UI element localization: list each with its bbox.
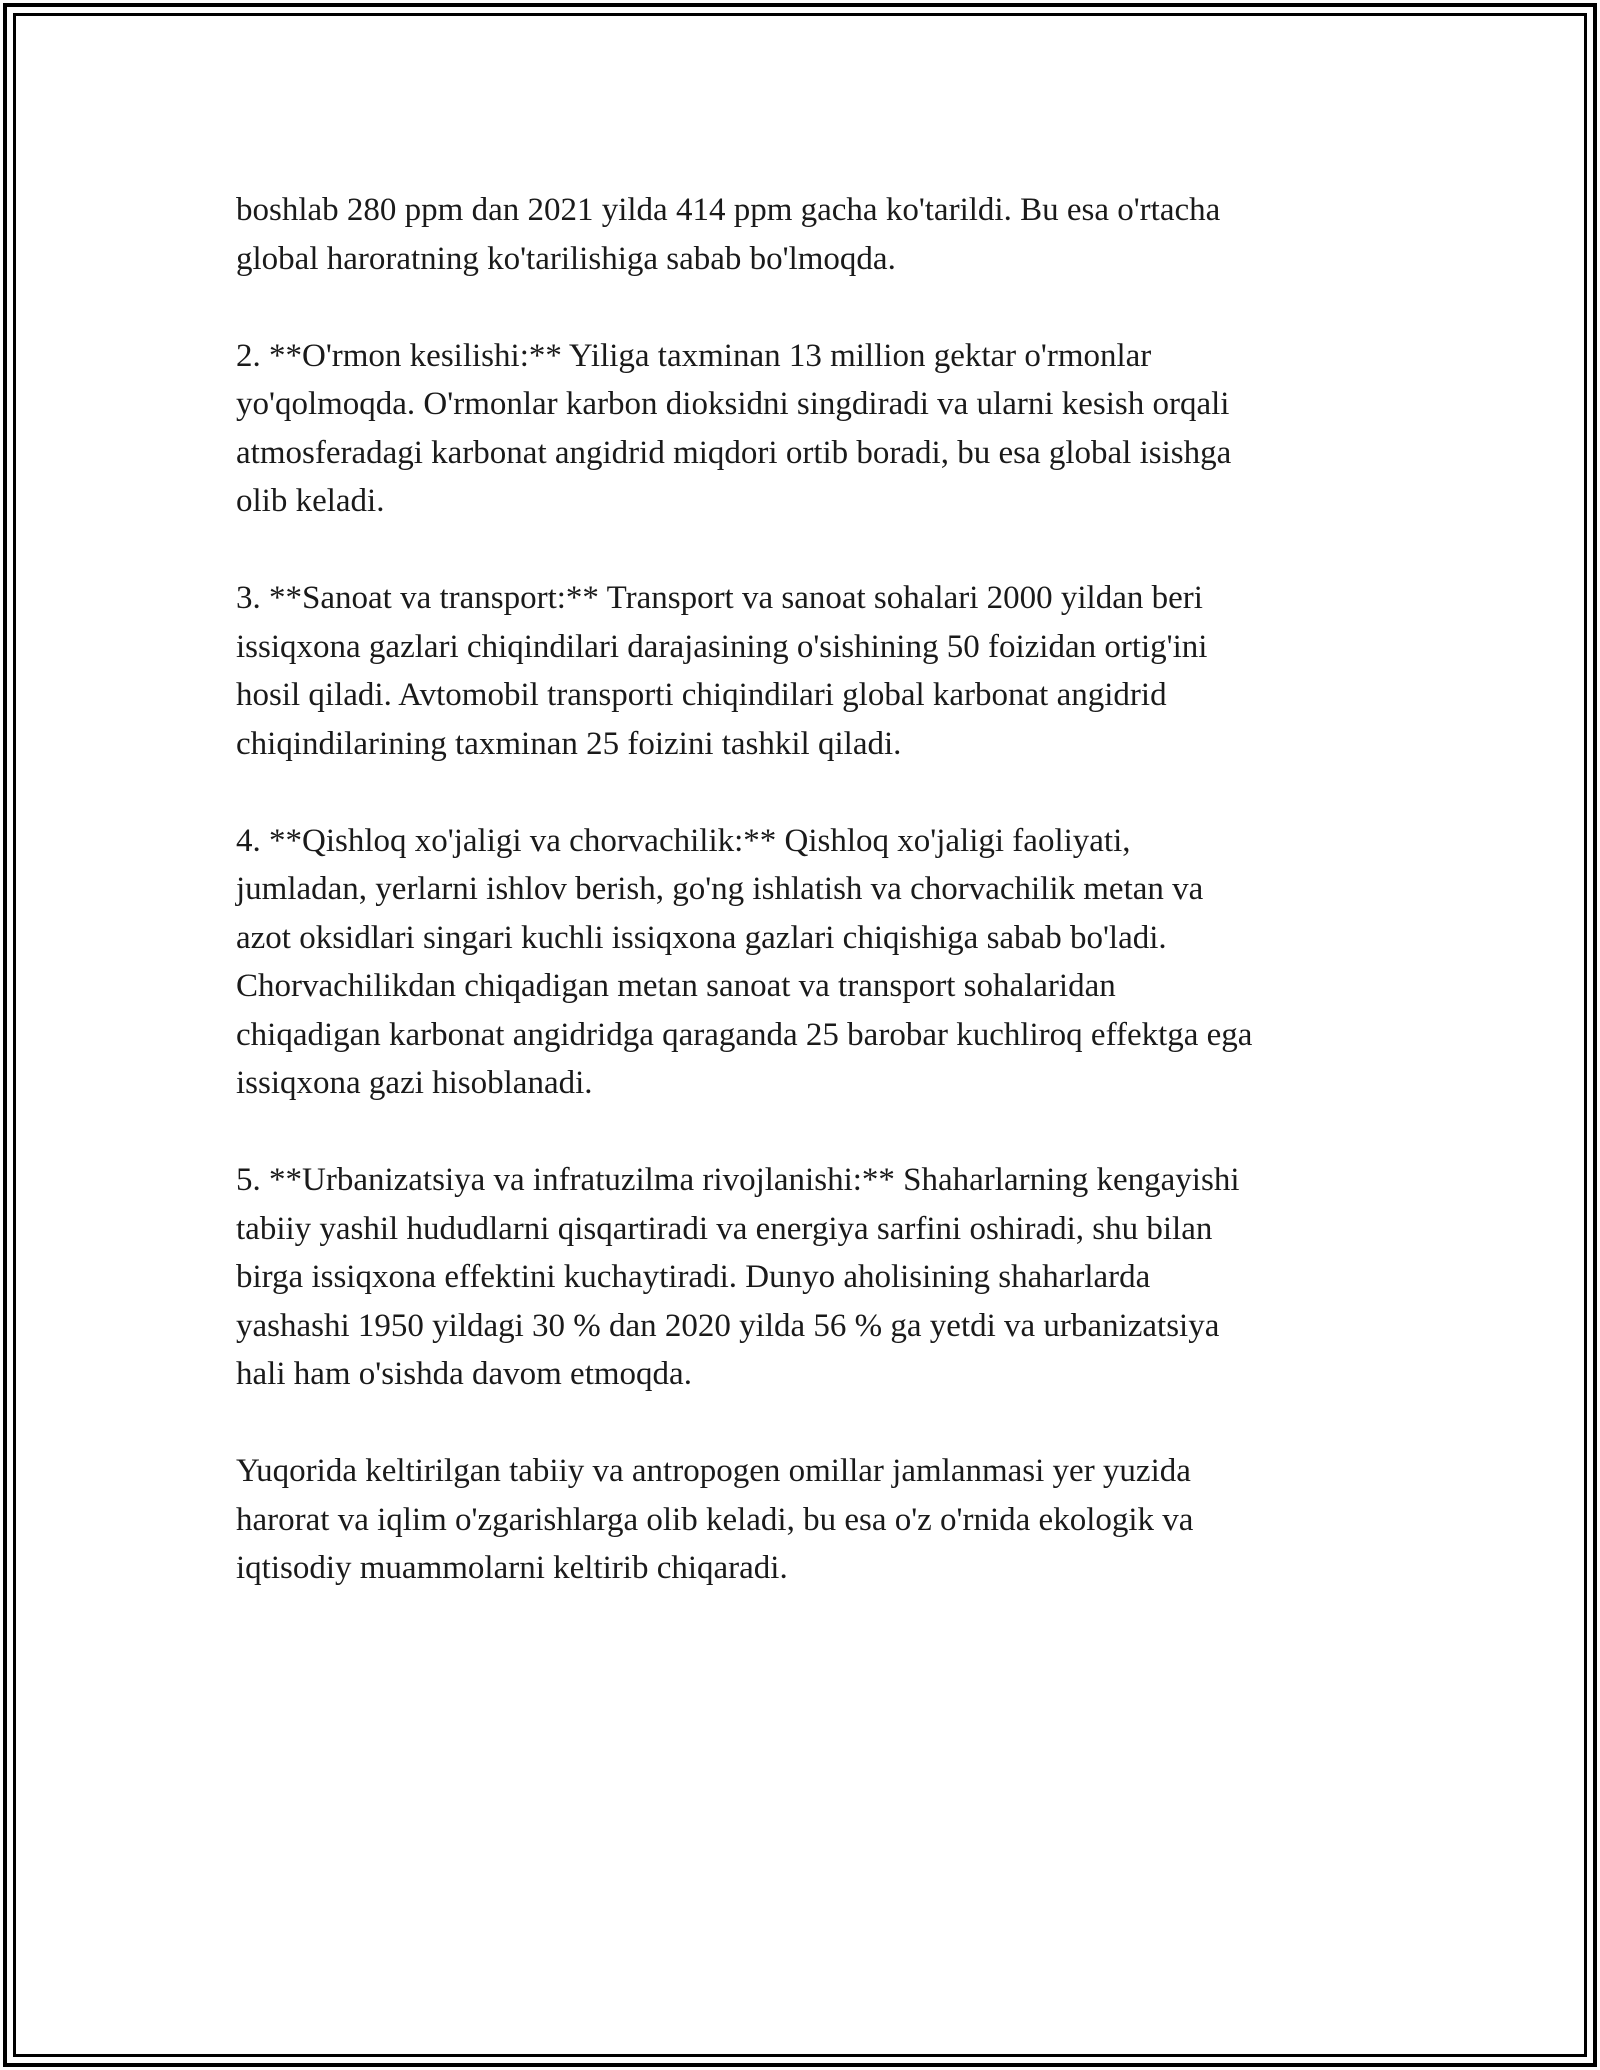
document-body — [236, 186, 1386, 1641]
text-line: chiqadigan karbonat angidridga qaraganda 25 barobar kuchliroq effektga ega — [236, 1016, 1253, 1053]
text-line: global haroratning ko'tarilishiga sabab bo'lmoqda. — [236, 240, 896, 277]
paragraph-conclusion — [236, 1447, 1386, 1593]
text-line: issiqxona gazlari chiqindilari darajasining o'sishining 50 foizidan ortig'ini — [236, 628, 1208, 665]
text-line: harorat va iqlim o'zgarishlarga olib keladi, bu esa o'z o'rnida ekologik va — [236, 1501, 1194, 1538]
text-line: azot oksidlari singari kuchli issiqxona gazlari chiqishiga sabab bo'ladi. — [236, 919, 1167, 956]
text-line: iqtisodiy muammolarni keltirib chiqaradi. — [236, 1550, 788, 1586]
text-line: 3. **Sanoat va transport:** Transport va sanoat sohalari 2000 yildan beri — [236, 580, 1203, 616]
text-line: Yuqorida keltirilgan tabiiy va antropogen omillar jamlanmasi yer yuzida — [236, 1453, 1191, 1489]
paragraph-deforestation — [236, 332, 1386, 526]
paragraph-co2-continuation — [236, 186, 1386, 283]
text-line: jumladan, yerlarni ishlov berish, go'ng ishlatish va chorvachilik metan va — [236, 871, 1204, 907]
text-line: 5. **Urbanizatsiya va infratuzilma rivojlanishi:** Shaharlarning kengayishi — [236, 1162, 1240, 1198]
text-line: 2. **O'rmon kesilishi:** Yiliga taxminan 13 million gektar o'rmonlar — [236, 337, 1152, 374]
text-line: issiqxona gazi hisoblanadi. — [236, 1065, 593, 1101]
text-line: olib keladi. — [236, 483, 385, 519]
text-line: Chorvachilikdan chiqadigan metan sanoat va transport sohalaridan — [236, 968, 1116, 1004]
text-line: birga issiqxona effektini kuchaytiradi. Dunyo aholisining shaharlarda — [236, 1259, 1151, 1295]
text-line: yo'qolmoqda. O'rmonlar karbon dioksidni singdiradi va ularni kesish orqali — [236, 386, 1230, 422]
text-line: yashashi 1950 yildagi 30 % dan 2020 yilda 56 % ga yetdi va urbanizatsiya — [236, 1307, 1220, 1344]
text-line: hosil qiladi. Avtomobil transporti chiqindilari global karbonat angidrid — [236, 677, 1167, 713]
text-line: boshlab 280 ppm dan 2021 yilda 414 ppm gacha ko'tarildi. Bu esa o'rtacha — [236, 192, 1221, 228]
paragraph-agriculture — [236, 817, 1386, 1108]
paragraph-urbanization — [236, 1156, 1386, 1399]
text-line: tabiiy yashil hududlarni qisqartiradi va energiya sarfini oshiradi, shu bilan — [236, 1210, 1213, 1247]
text-line: atmosferadagi karbonat angidrid miqdori ortib boradi, bu esa global isishga — [236, 434, 1232, 471]
text-line: hali ham o'sishda davom etmoqda. — [236, 1356, 692, 1392]
text-line: 4. **Qishloq xo'jaligi va chorvachilik:** Qishloq xo'jaligi faoliyati, — [236, 822, 1131, 859]
paragraph-industry-transport — [236, 574, 1386, 768]
text-line: chiqindilarining taxminan 25 foizini tashkil qiladi. — [236, 725, 902, 762]
